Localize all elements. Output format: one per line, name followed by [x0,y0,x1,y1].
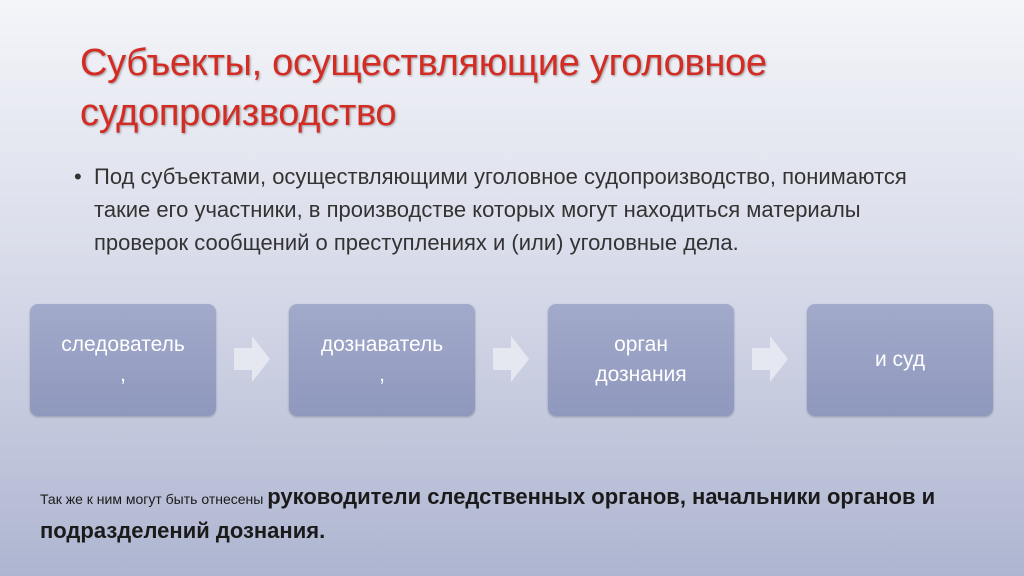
bullet-text: Под субъектами, осуществляющими уголовное судопроизводство, понимаются такие его участники, в производстве которых могут находиться материалы проверок сообщений о преступлениях и (или) уголовные дела. [94,164,907,255]
arrow-right-icon [752,336,788,382]
process-step-label: дознаватель , [320,333,444,386]
process-step-label: и суд [874,348,926,371]
arrow-right-icon [234,336,270,382]
footnote [40,480,990,548]
bullet-item [74,160,974,259]
slide-title: Субъекты, осуществляющие уголовное судопроизводство [80,42,767,134]
process-step-court [807,304,993,416]
process-step-inquirer [289,304,475,416]
process-step-label: орган дознания [595,333,687,386]
footnote-lead: Так же к ним могут быть отнесены [40,491,268,507]
process-step-inquiry-body [548,304,734,416]
process-step-investigator [30,304,216,416]
footnote-emphasis: руководители следственных органов, начальники органов и подразделений дознания. [40,484,936,543]
process-step-label: следователь , [61,333,185,386]
arrow-right-icon [493,336,529,382]
bullet-dot-icon: • [74,164,82,189]
